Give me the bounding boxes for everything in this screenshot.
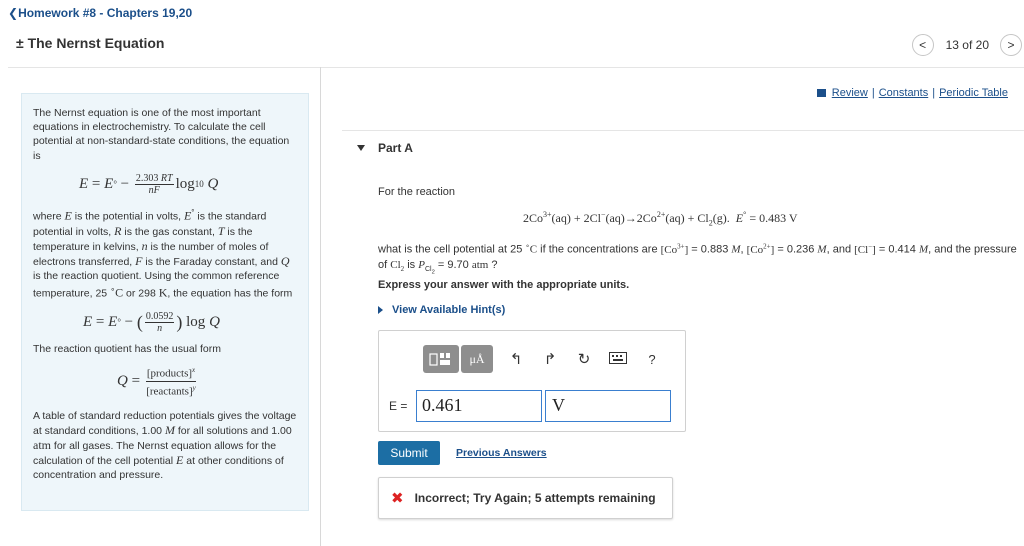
resource-links: Review | Constants | Periodic Table	[817, 87, 1008, 99]
column-divider	[320, 67, 321, 546]
undo-icon[interactable]: ↰	[509, 351, 523, 368]
nernst-equation: E = E ° − $\frac{2.303 RT}{nF}$ log 10 Q	[79, 172, 219, 196]
caret-right-icon	[378, 306, 383, 314]
caret-down-icon	[357, 145, 365, 151]
reaction-equation: $2Co^{3+}(aq) + 2Cl^-(aq)\to 2Co^{2+}(aq) + Cl_2(g)$. E° = 0.483 V	[523, 210, 798, 228]
nernst-equation-simplified: E = E ° − ( $\frac{0.0592}{n}$ ) log Q	[83, 311, 220, 335]
answer-value-input[interactable]: 0.461	[416, 390, 542, 422]
answer-label: E =	[389, 399, 408, 413]
variables-paragraph: where E is the potential in volts, E° is the standard potential in volts, R is the gas constant, T is the temperature in kelvins, n is the number of moles of electrons transferred, F is the Faraday constant, and Q is the reaction quotient. Using the common reference temperature, 25 ∘C or 298 K, the equation has the form	[33, 207, 293, 300]
next-page-button[interactable]	[1000, 34, 1022, 56]
part-divider	[342, 130, 1024, 131]
reset-icon[interactable]: ↻	[577, 351, 591, 368]
prev-page-button[interactable]	[912, 34, 934, 56]
standard-conditions-paragraph: A table of standard reduction potentials gives the voltage at standard conditions, 1.00 M for all solutions and 1.00 atm for all gases. The Nernst equation allows for the calculation of the cell potential E at other conditions of concentration and pressure.	[33, 409, 297, 482]
units-button[interactable]	[461, 345, 493, 373]
part-a-toggle[interactable]	[357, 141, 413, 155]
keyboard-icon[interactable]	[609, 351, 627, 368]
chevron-left-icon: <	[919, 38, 927, 52]
intro-panel	[21, 93, 309, 511]
help-icon[interactable]: ?	[648, 351, 656, 367]
back-link[interactable]	[8, 6, 192, 20]
page-title	[16, 35, 164, 51]
previous-answers-link[interactable]: Previous Answers	[456, 447, 547, 459]
review-link[interactable]: Review	[831, 87, 868, 99]
header-divider	[8, 67, 1024, 68]
feedback-box	[378, 477, 673, 519]
pager	[912, 34, 1022, 56]
hints-label: View Available Hint(s)	[392, 304, 506, 316]
express-instruction: Express your answer with the appropriate units.	[378, 279, 630, 291]
redo-icon[interactable]: ↱	[543, 351, 557, 368]
review-icon	[817, 89, 826, 97]
intro-paragraph: The Nernst equation is one of the most important equations in electrochemistry. To calculate the cell potential at non-standard-state conditions, the equation is	[33, 107, 290, 162]
quotient-paragraph: The reaction quotient has the usual form	[33, 343, 221, 356]
back-link-label: Homework #8 - Chapters 19,20	[18, 6, 193, 20]
reaction-intro: For the reaction	[378, 186, 456, 198]
chevron-left-icon: ❮	[8, 6, 19, 20]
answer-unit-input[interactable]: V	[545, 390, 671, 422]
incorrect-icon: ✖	[391, 490, 404, 507]
quotient-equation: Q = $\frac{[products]^x}{[reactants]^y}$	[117, 366, 196, 398]
chevron-right-icon: >	[1007, 38, 1015, 52]
question-text: what is the cell potential at 25 ∘C if the concentrations are $[Co^{3+}] = 0.883$ M, $[Co^{2+}] = 0.236$ M, and [Cl−] = 0.414 M, and the pressure of $Cl_2$ is $P_{Cl_2} = 9.70$ atm ?	[378, 242, 1017, 276]
part-a-label: Part A	[378, 141, 413, 155]
page-count: 13 of 20	[945, 38, 989, 52]
periodic-table-link[interactable]: Periodic Table	[939, 87, 1008, 99]
title-text: The Nernst Equation	[27, 35, 165, 51]
constants-link[interactable]: Constants	[878, 87, 929, 99]
title-prefix: ±	[16, 35, 24, 51]
submit-button[interactable]: Submit	[378, 441, 440, 465]
templates-button[interactable]	[423, 345, 459, 373]
templates-icon	[429, 351, 453, 367]
feedback-text: Incorrect; Try Again; 5 attempts remaining	[414, 491, 656, 505]
micro-angstrom-icon: μÅ	[469, 351, 485, 366]
math-toolbar	[423, 345, 661, 373]
view-hints-link[interactable]	[378, 304, 505, 316]
answer-box	[378, 330, 686, 432]
